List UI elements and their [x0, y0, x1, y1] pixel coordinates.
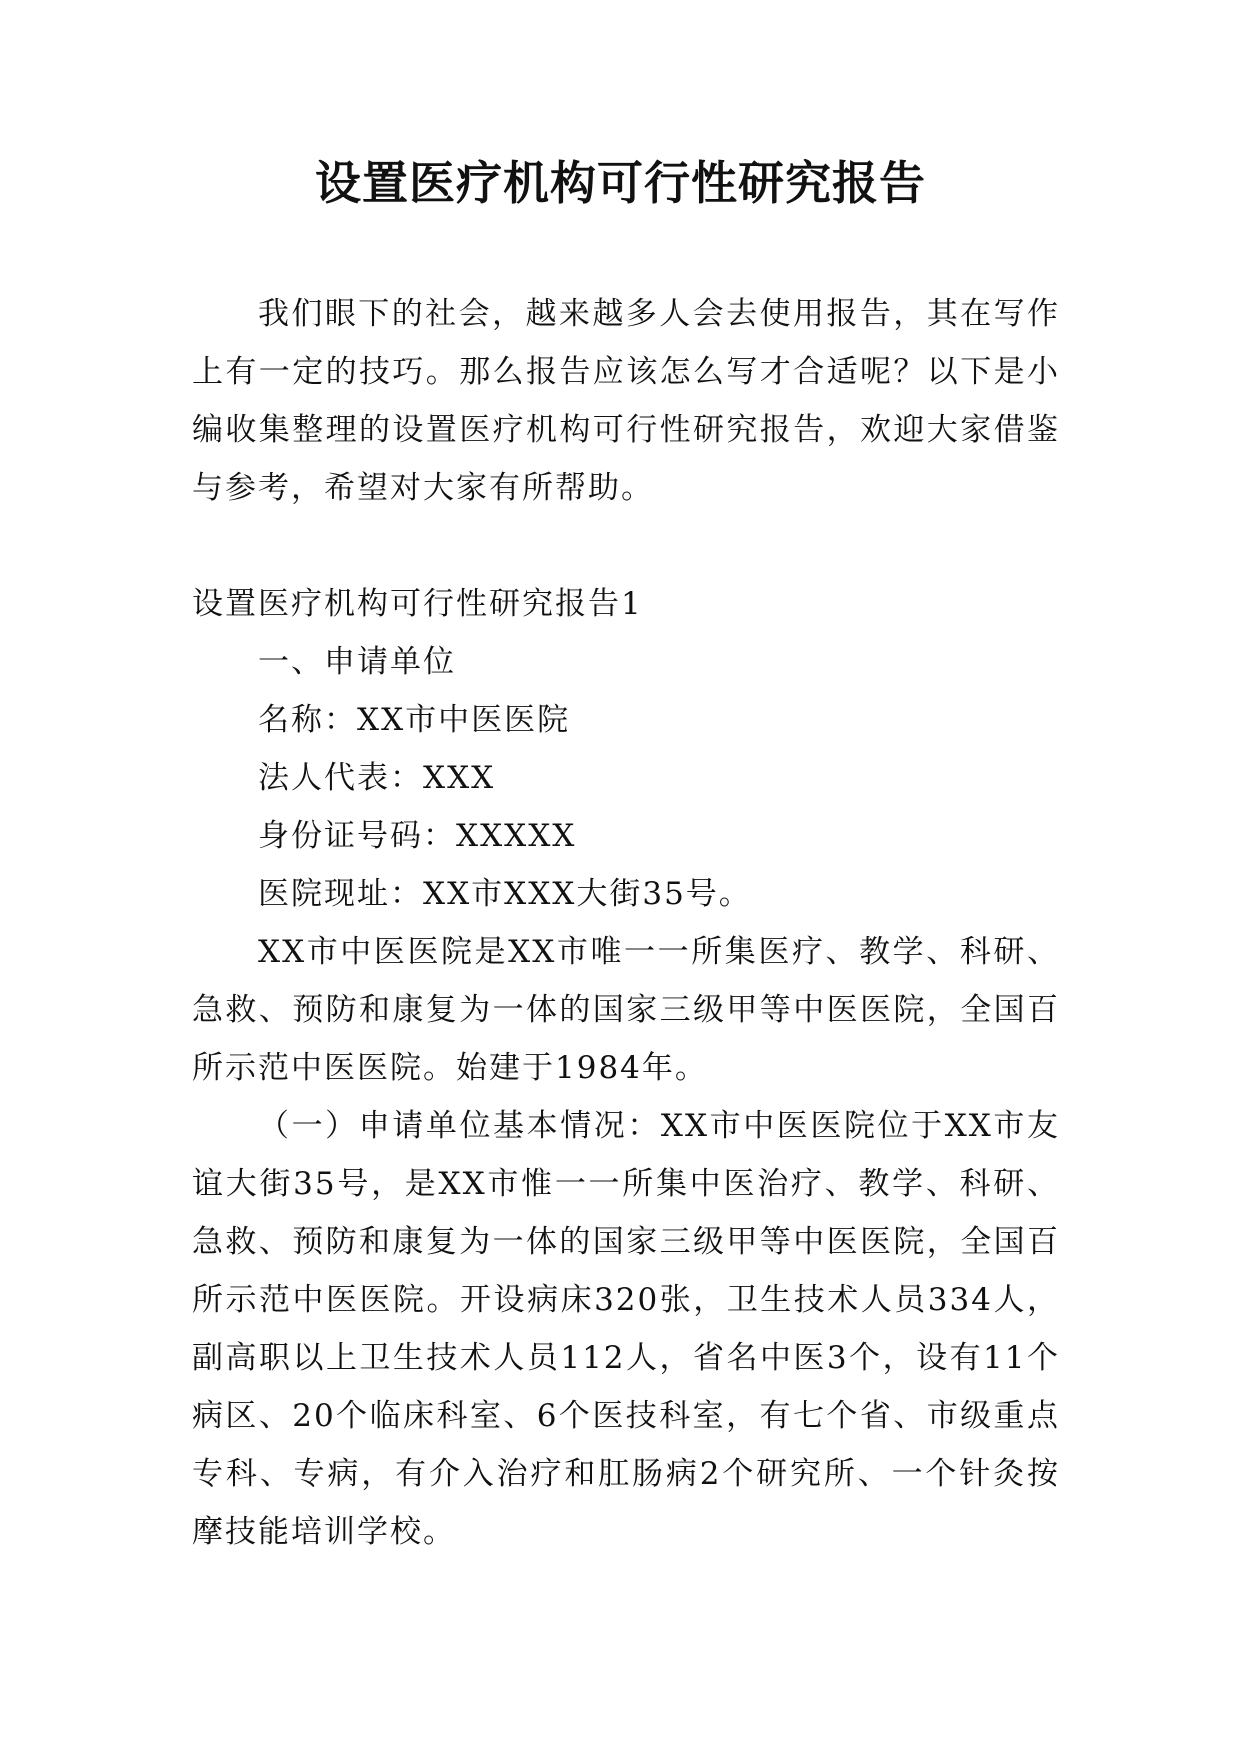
subheading-applicant: 一、申请单位 [258, 644, 456, 680]
name-line: 名称：XX市中医医院 [258, 702, 571, 738]
section-heading: 设置医疗机构可行性研究报告1 [192, 586, 643, 622]
legal-representative-line: 法人代表：XXX [258, 760, 496, 796]
id-number-line: 身份证号码：XXXXX [258, 818, 577, 854]
address-line: 医院现址：XX市XXX大街35号。 [258, 876, 752, 912]
paragraph-spacer [192, 517, 1060, 575]
intro-paragraph: 我们眼下的社会，越来越多人会去使用报告，其在写作上有一定的技巧。那么报告应该怎么写才合适呢？以下是小编收集整理的设置医疗机构可行性研究报告，欢迎大家借鉴与参考，希望对大家有所帮助。 [192, 296, 1060, 506]
basic-info-paragraph: （一）申请单位基本情况：XX市中医医院位于XX市友谊大街35号，是XX市惟一一所集中医治疗、教学、科研、急救、预防和康复为一体的国家三级甲等中医医院，全国百所示范中医医院。开设病床320张，卫生技术人员334人，副高职以上卫生技术人员112人，省名中医3个，设有11个病区、20个临床科室、6个医技科室，有七个省、市级重点专科、专病，有介入治疗和肛肠病2个研究所、一个针灸按摩技能培训学校。 [192, 1108, 1060, 1550]
document-title: 设置医疗机构可行性研究报告 [315, 156, 926, 210]
document-body [192, 285, 1060, 1561]
hospital-description: XX市中医医院是XX市唯一一所集医疗、教学、科研、急救、预防和康复为一体的国家三级甲等中医医院，全国百所示范中医医院。始建于1984年。 [192, 934, 1060, 1086]
